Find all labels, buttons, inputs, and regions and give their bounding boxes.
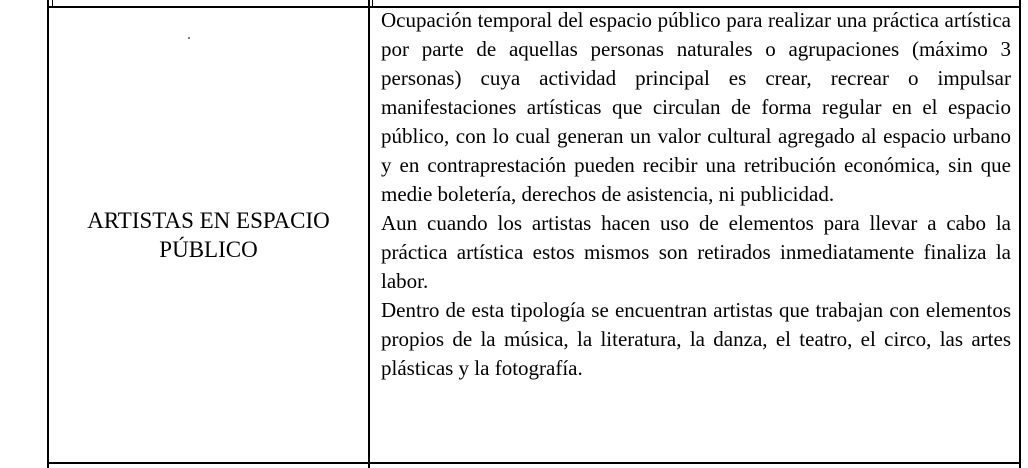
previous-row-border-fragment [372,0,373,6]
table-row-border-bottom [47,462,1021,464]
previous-row-border-fragment [52,0,53,6]
term-line-1: ARTISTAS EN ESPACIO [87,208,330,233]
table-border-right [1019,0,1021,468]
table-column-divider [368,0,370,468]
definition-paragraph: Ocupación temporal del espacio público para realizar una práctica artística por parte de aquellas personas naturales o agrupaciones (máximo 3 personas) cuya actividad principal es crear, recrear o impulsar manifestaciones artísticas que circulan de forma regular en el espacio público, con lo cual generan un valor cultural agregado al espacio urbano y en contraprestación pueden recibir una retribución económica, sin que medie boletería, derechos de asistencia, ni publicidad. [381,8,1011,206]
scan-speck [188,37,190,39]
term-cell [49,206,368,264]
definition-cell [381,6,1011,383]
term-line-2: PÚBLICO [159,237,258,262]
definition-paragraph: Dentro de esta tipología se encuentran artistas que trabajan con elementos propios de la música, la literatura, la danza, el teatro, el circo, las artes plásticas y la fotografía. [381,298,1011,380]
definition-paragraph: Aun cuando los artistas hacen uso de elementos para llevar a cabo la práctica artística estos mismos son retirados inmediatamente finaliza la labor. [381,211,1011,293]
